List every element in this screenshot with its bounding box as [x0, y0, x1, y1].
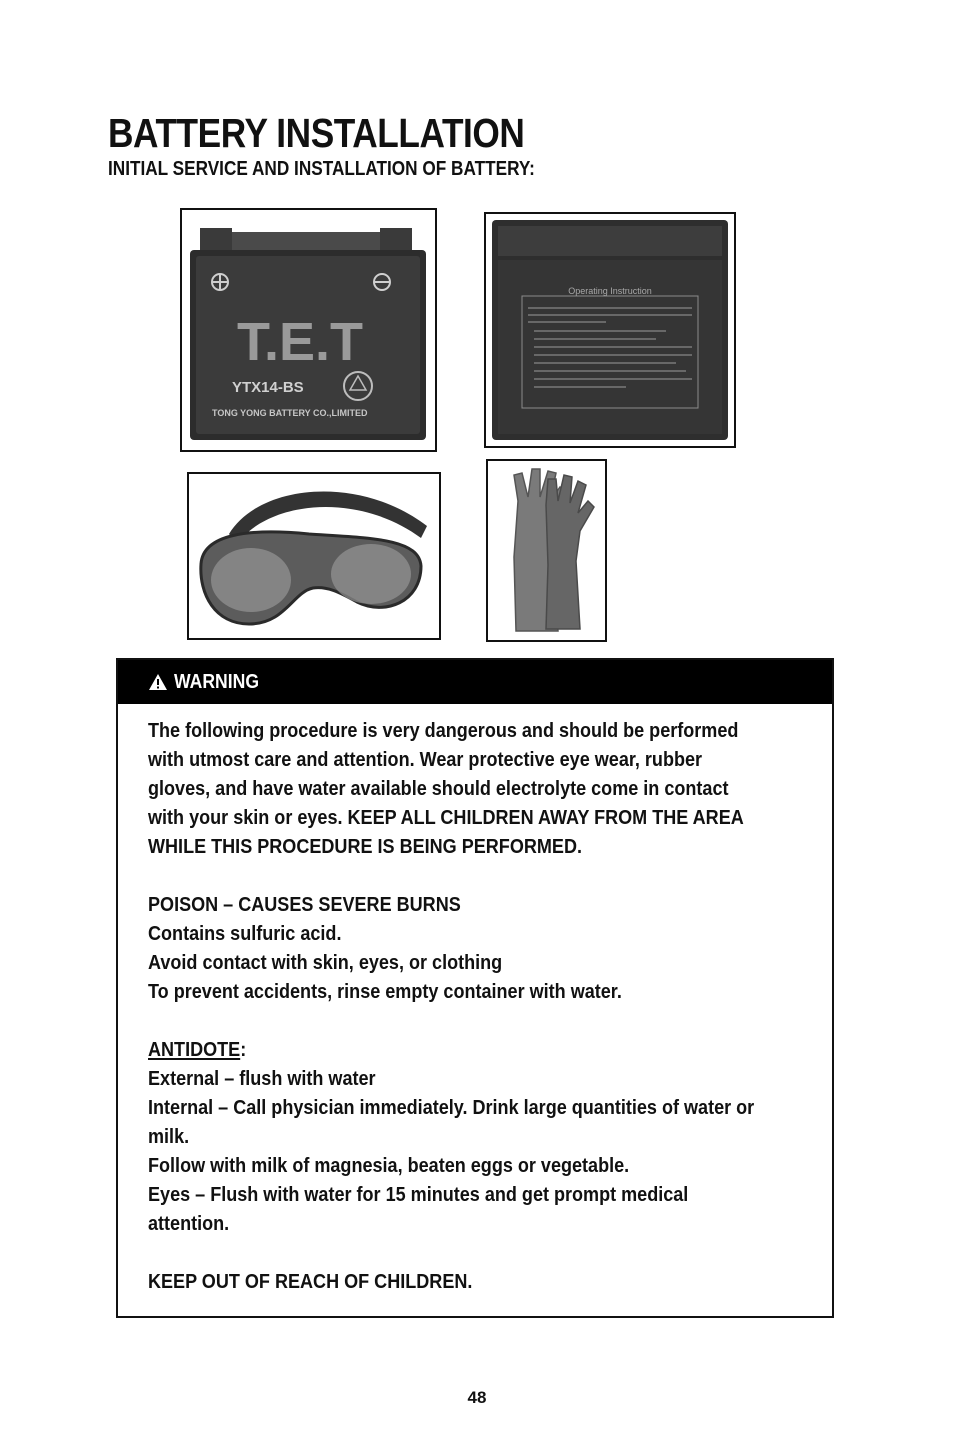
- page-title: BATTERY INSTALLATION: [108, 110, 525, 156]
- battery-front-photo: [180, 208, 437, 452]
- warning-triangle-icon: [148, 673, 168, 691]
- battery-label-heading: Operating Instruction: [568, 286, 652, 296]
- poison-text-line: To prevent accidents, rinse empty container with water.: [148, 980, 622, 1003]
- antidote-heading-line: [148, 1035, 817, 1064]
- antidote-paragraph: [148, 1035, 817, 1238]
- poison-text-line: Contains sulfuric acid.: [148, 922, 342, 945]
- poison-text-line: Avoid contact with skin, eyes, or clothing: [148, 951, 503, 974]
- antidote-text-line: milk.: [148, 1125, 190, 1148]
- battery-model-text: YTX14-BS: [232, 379, 304, 396]
- poison-paragraph: [148, 890, 817, 1006]
- warning-body: [148, 716, 817, 1296]
- warning-text-line: with your skin or eyes. KEEP ALL CHILDREN AWAY FROM THE AREA: [148, 806, 744, 829]
- rubber-gloves-illustration: [488, 461, 605, 640]
- poison-text-line: POISON – CAUSES SEVERE BURNS: [148, 893, 461, 916]
- antidote-text-line: attention.: [148, 1212, 230, 1235]
- closing-text: KEEP OUT OF REACH OF CHILDREN.: [148, 1270, 473, 1293]
- warning-text-line: with utmost care and attention. Wear protective eye wear, rubber: [148, 748, 703, 771]
- warning-procedure-paragraph: [148, 716, 817, 861]
- closing-paragraph: [148, 1267, 817, 1296]
- rubber-gloves-photo: [486, 459, 607, 642]
- battery-back-illustration: [486, 214, 734, 446]
- antidote-text-line: Internal – Call physician immediately. Drink large quantities of water or: [148, 1096, 755, 1119]
- page-number: 48: [467, 1388, 487, 1407]
- battery-brand-text: T.E.T: [237, 312, 364, 372]
- safety-goggles-illustration: [189, 474, 439, 638]
- warning-text-line: gloves, and have water available should electrolyte come in contact: [148, 777, 729, 800]
- battery-maker-text: TONG YONG BATTERY CO.,LIMITED: [212, 408, 368, 418]
- warning-text-line: The following procedure is very dangerous and should be performed: [148, 719, 739, 742]
- warning-text-line: WHILE THIS PROCEDURE IS BEING PERFORMED.: [148, 835, 582, 858]
- safety-goggles-photo: [187, 472, 441, 640]
- page-subtitle: INITIAL SERVICE AND INSTALLATION OF BATTERY:: [108, 158, 535, 180]
- warning-label: WARNING: [174, 670, 260, 693]
- battery-back-photo: [484, 212, 736, 448]
- warning-header: [118, 660, 832, 704]
- warning-box: [116, 658, 834, 1318]
- antidote-text-line: External – flush with water: [148, 1067, 376, 1090]
- antidote-heading-colon: :: [240, 1038, 247, 1061]
- battery-front-illustration: [182, 210, 435, 450]
- antidote-text-line: Follow with milk of magnesia, beaten eggs or vegetable.: [148, 1154, 630, 1177]
- antidote-text-line: Eyes – Flush with water for 15 minutes and get prompt medical: [148, 1183, 689, 1206]
- antidote-heading: ANTIDOTE: [148, 1038, 241, 1061]
